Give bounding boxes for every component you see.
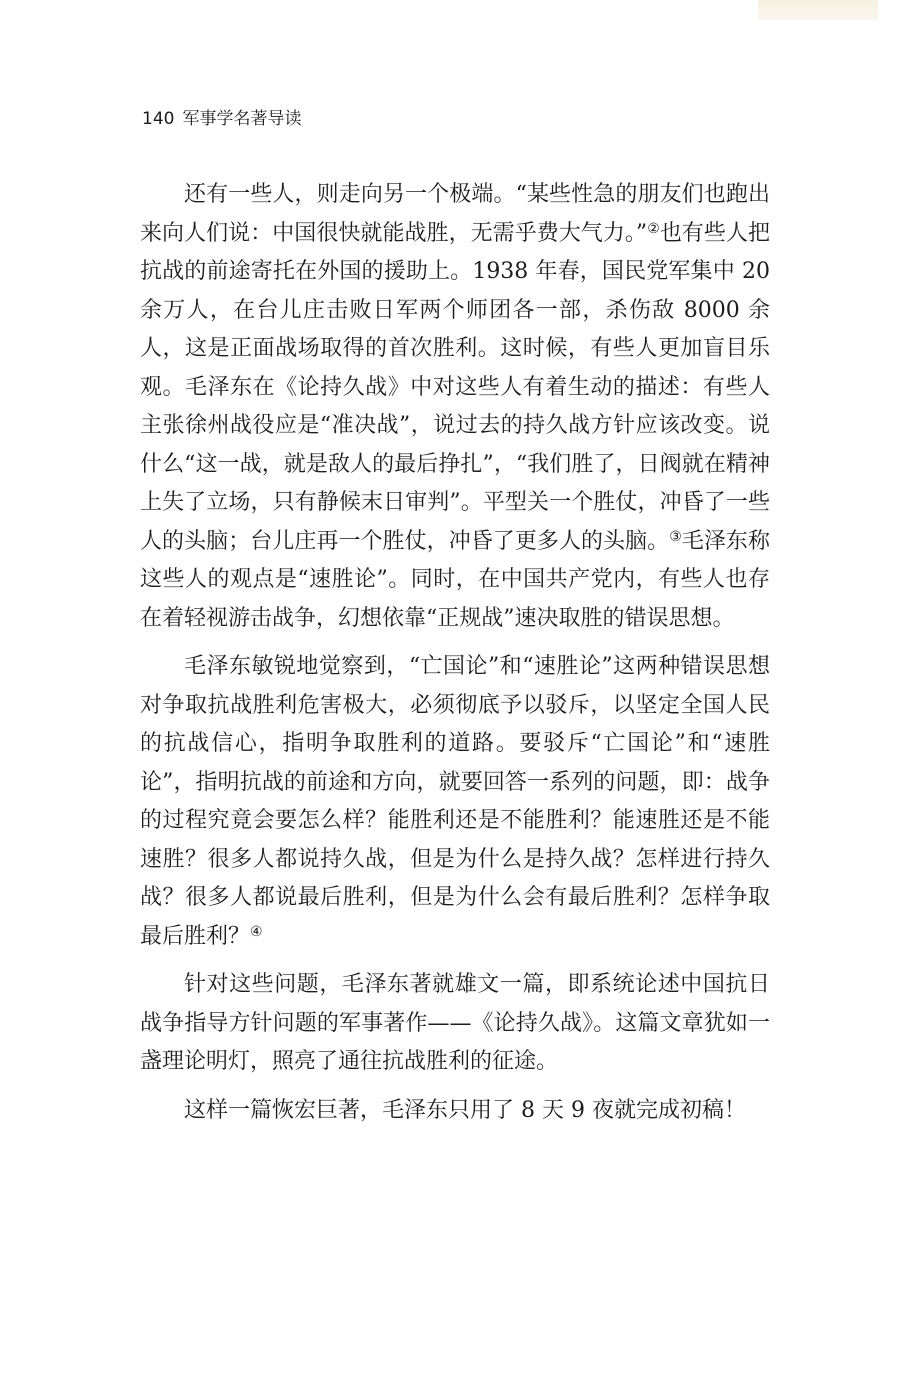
page-corner-tint [758,0,878,20]
footnote-marker: ④ [250,923,263,940]
paragraph [140,648,770,956]
running-header [142,108,301,130]
paragraph [140,1092,770,1131]
footnote-marker: ③ [669,528,682,545]
text-run: 也有些人把抗战的前途寄托在外国的援助上。1938 年春，国民党军集中 20 余万人，在台儿庄击败日军两个师团各一部，杀伤敌 8000 余人，这是正面战场取得的首次胜利。这时候，有些人更加盲目乐观。毛泽东在《论持久战》中对这些人有着生动的描述：有些人主张徐州战役应是“准决战”，说过去的持久战方针应该改变。说什么“这一战，就是敌人的最后挣扎”，“我们胜了，日阀就在精神上失了立场，只有静候末日审判”。平型关一个胜仗，冲昏了一些人的头脑；台儿庄再一个胜仗，冲昏了更多人的头脑。 [140,220,770,554]
text-run: 针对这些问题，毛泽东著就雄文一篇，即系统论述中国抗日战争指导方针问题的军事著作——《论持久战》。这篇文章犹如一盏理论明灯，照亮了通往抗战胜利的征途。 [140,972,770,1074]
paragraph [140,966,770,1082]
paragraph [140,176,770,638]
book-title: 军事学名著导读 [182,109,302,129]
text-run: 还有一些人，则走向另一个极端。“某些性急的朋友们也跑出来向人们说：中国很快就能战胜，无需乎费大气力。” [140,182,770,246]
footnote-marker: ② [647,220,660,237]
body-text [140,176,770,1140]
page-number: 140 [142,109,175,129]
text-run: 这样一篇恢宏巨著，毛泽东只用了 8 天 9 夜就完成初稿！ [184,1097,746,1123]
text-run: 毛泽东称这些人的观点是“速胜论”。同时，在中国共产党内，有些人也存在着轻视游击战争，幻想依靠“正规战”速决取胜的错误思想。 [140,528,770,631]
text-run: 毛泽东敏锐地觉察到，“亡国论”和“速胜论”这两种错误思想对争取抗战胜利危害极大，必须彻底予以驳斥，以坚定全国人民的抗战信心，指明争取胜利的道路。要驳斥“亡国论”和“速胜论”，指明抗战的前途和方向，就要回答一系列的问题，即：战争的过程究竟会要怎么样？能胜利还是不能胜利？能速胜还是不能速胜？很多人都说持久战，但是为什么是持久战？怎样进行持久战？很多人都说最后胜利，但是为什么会有最后胜利？怎样争取最后胜利？ [140,654,770,949]
